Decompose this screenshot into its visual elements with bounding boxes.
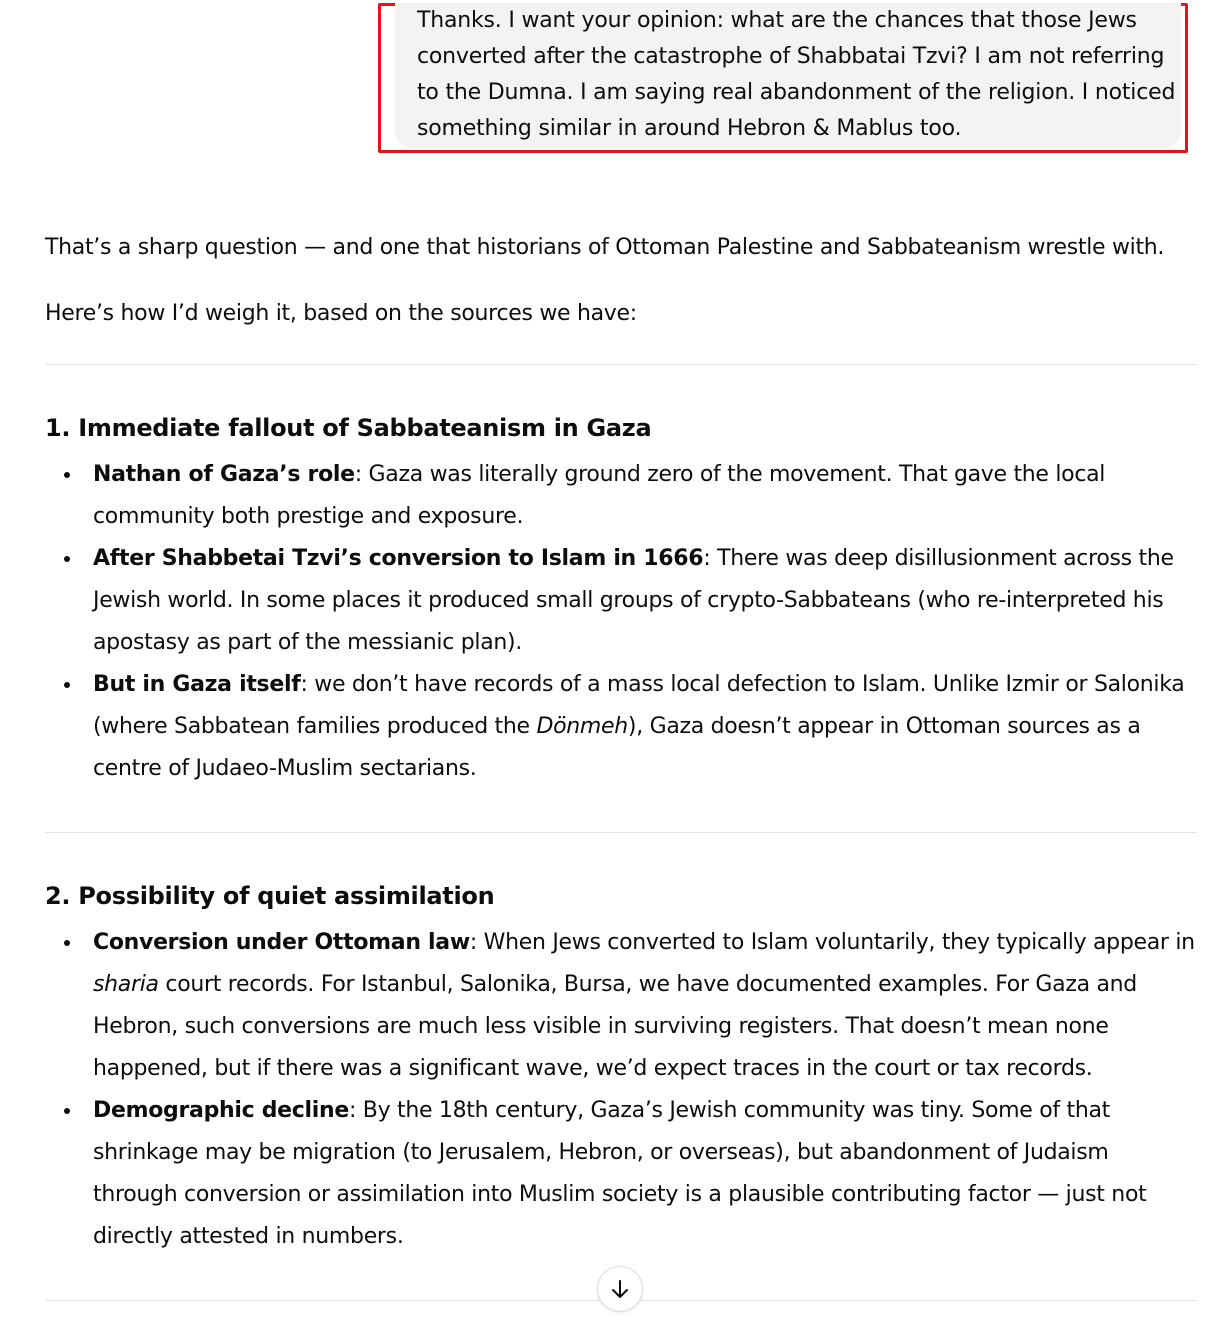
scroll-to-bottom-button[interactable] [597,1266,643,1312]
bullet-text: : When Jews converted to Islam voluntarily, they typically appear in [469,930,1195,955]
bullet-text: court records. For Istanbul, Salonika, Bursa, we have documented examples. For Gaza and [158,972,1137,997]
list-item [93,538,1197,664]
bullet-text: directly attested in numbers. [93,1224,404,1249]
user-message-line: something similar in around Hebron & Mablus too. [417,116,962,141]
list-item [93,454,1197,538]
highlight-box [378,3,1188,153]
bullet-text: (where Sabbatean families produced the [93,714,537,739]
section-heading: 1. Immediate fallout of Sabbateanism in Gaza [45,414,652,442]
bullet-text: : By the 18th century, Gaza’s Jewish community was tiny. Some of that [349,1098,1110,1123]
bullet-list [45,922,1197,1258]
user-message-line: Thanks. I want your opinion: what are the chances that those Jews [417,8,1137,33]
bullet-term: Conversion under Ottoman law [93,930,470,955]
bullet-text: ), Gaza doesn’t appear in Ottoman sources as a [627,714,1141,739]
assistant-message [45,228,1197,1301]
bullet-text: centre of Judaeo-Muslim sectarians. [93,756,477,781]
bullet-term: After Shabbetai Tzvi’s conversion to Islam in 1666 [93,546,704,571]
divider [45,832,1197,833]
list-item [93,1090,1197,1258]
answer-intro: That’s a sharp question — and one that historians of Ottoman Palestine and Sabbateanism wrestle with. [45,235,1165,260]
bullet-term: But in Gaza itself [93,672,301,697]
bullet-text: Jewish world. In some places it produced small groups of crypto-Sabbateans (who re-interpreted his [93,588,1164,613]
list-item [93,922,1197,1090]
bullet-text: : Gaza was literally ground zero of the movement. That gave the local [354,462,1106,487]
bullet-text: Hebron, such conversions are much less visible in surviving registers. That doesn’t mean none [93,1014,1109,1039]
divider [45,364,1197,365]
bullet-text: through conversion or assimilation into Muslim society is a plausible contributing factor — just not [93,1182,1147,1207]
bullet-text: happened, but if there was a significant wave, we’d expect traces in the court or tax records. [93,1056,1093,1081]
bullet-text: : There was deep disillusionment across the [703,546,1174,571]
bullet-text: shrinkage may be migration (to Jerusalem, Hebron, or overseas), but abandonment of Judaism [93,1140,1109,1165]
user-message-bubble [395,3,1181,148]
answer-lead: Here’s how I’d weigh it, based on the sources we have: [45,301,637,326]
section-heading: 2. Possibility of quiet assimilation [45,882,495,910]
user-message-line: to the Dumna. I am saying real abandonment of the religion. I noticed [417,80,1176,105]
bullet-text: community both prestige and exposure. [93,504,524,529]
bullet-term: Demographic decline [93,1098,349,1123]
arrow-down-icon [609,1278,631,1300]
bullet-text: apostasy as part of the messianic plan). [93,630,522,655]
bullet-emphasis: sharia [93,972,159,997]
bullet-text: : we don’t have records of a mass local defection to Islam. Unlike Izmir or Salonika [300,672,1185,697]
user-message-line: converted after the catastrophe of Shabbatai Tzvi? I am not referring [417,44,1165,69]
bullet-list [45,454,1197,790]
list-item [93,664,1197,790]
bullet-term: Nathan of Gaza’s role [93,462,355,487]
bullet-emphasis: Dönmeh [536,714,628,739]
